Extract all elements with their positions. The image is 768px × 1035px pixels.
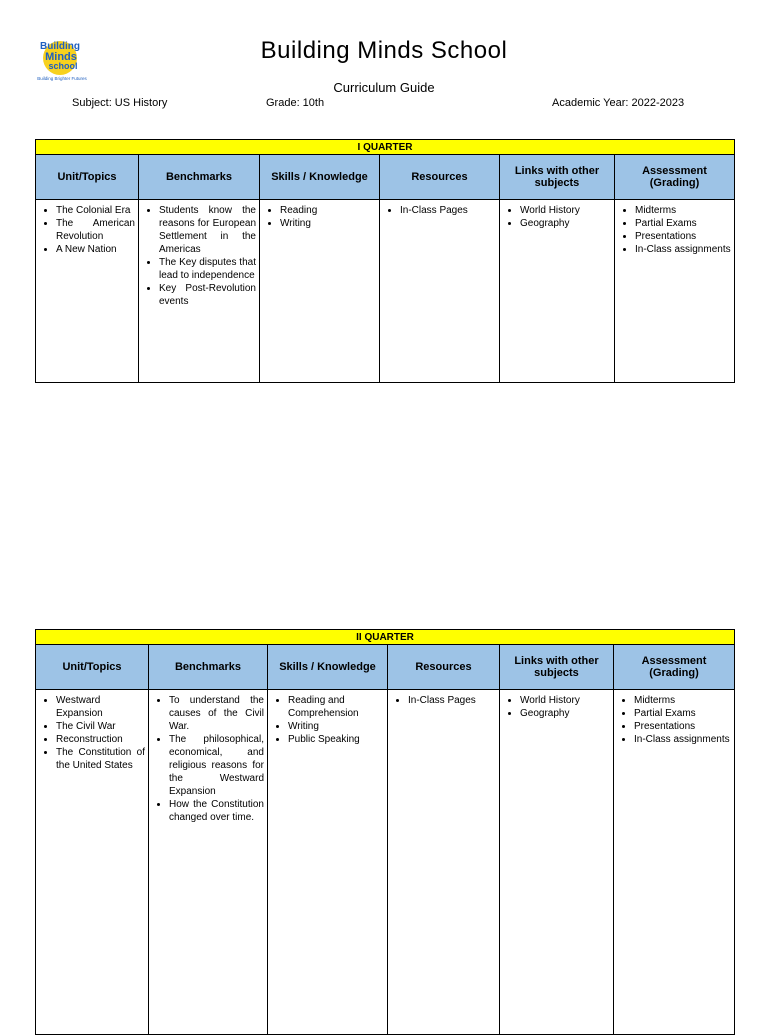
list-item: • Presentations: [634, 720, 731, 733]
list-item: • Reconstruction: [56, 733, 145, 746]
column-header-topics: Unit/Topics: [36, 155, 139, 200]
column-header-links: Links with other subjects: [500, 155, 615, 200]
document-title: Curriculum Guide: [333, 80, 435, 95]
skills-cell: [268, 690, 388, 1035]
assessment-cell: [614, 690, 735, 1035]
list-item: • Geography: [520, 707, 610, 720]
list-item: • Reading: [280, 204, 376, 217]
list-item: • Midterms: [635, 204, 731, 217]
column-header-topics: Unit/Topics: [36, 645, 149, 690]
svg-text:school: school: [48, 61, 78, 71]
list-item: • The American Revolution: [56, 217, 135, 243]
list-item: • Writing: [280, 217, 376, 230]
list-item: • How the Constitution changed over time.: [169, 798, 264, 824]
svg-text:Building Brighter Futures: Building Brighter Futures: [37, 76, 87, 81]
resources-cell: [388, 690, 500, 1035]
list-item: • A New Nation: [56, 243, 135, 256]
column-header-assessment: Assessment (Grading): [615, 155, 735, 200]
column-header-resources: Resources: [388, 645, 500, 690]
column-header-benchmarks: Benchmarks: [139, 155, 260, 200]
list-item: • To understand the causes of the Civil War.: [169, 694, 264, 733]
quarter-1-table: [35, 139, 735, 383]
list-item: • The Civil War: [56, 720, 145, 733]
list-item: • In-Class Pages: [400, 204, 496, 217]
column-header-assessment: Assessment (Grading): [614, 645, 735, 690]
list-item: • Presentations: [635, 230, 731, 243]
assessment-cell: [615, 200, 735, 383]
academic-year-label: Academic Year: 2022-2023: [552, 97, 685, 109]
list-item: • Reading and Comprehension: [288, 694, 384, 720]
list-item: • Students know the reasons for European Settlement in the Americas: [159, 204, 256, 256]
list-item: • In-Class assignments: [634, 733, 731, 746]
list-item: • Key Post-Revolution events: [159, 282, 256, 308]
list-item: • Writing: [288, 720, 384, 733]
resources-cell: [380, 200, 500, 383]
column-header-benchmarks: Benchmarks: [149, 645, 268, 690]
topics-cell: [36, 690, 149, 1035]
svg-text:Building: Building: [40, 41, 80, 52]
list-item: • The Key disputes that lead to independence: [159, 256, 256, 282]
list-item: • The philosophical, economical, and religious reasons for the Westward Expansion: [169, 733, 264, 798]
benchmarks-cell: [139, 200, 260, 383]
topics-cell: [36, 200, 139, 383]
list-item: • World History: [520, 204, 611, 217]
column-header-skills: Skills / Knowledge: [268, 645, 388, 690]
list-item: • Midterms: [634, 694, 731, 707]
list-item: • Partial Exams: [635, 217, 731, 230]
subject-label: Subject: US History: [72, 97, 168, 109]
quarter-2-table: [35, 629, 735, 1035]
list-item: • The Constitution of the United States: [56, 746, 145, 772]
benchmarks-cell: [149, 690, 268, 1035]
skills-cell: [260, 200, 380, 383]
links-cell: [500, 200, 615, 383]
school-name: Building Minds School: [260, 37, 508, 64]
column-header-links: Links with other subjects: [500, 645, 614, 690]
list-item: • In-Class assignments: [635, 243, 731, 256]
svg-text:Minds: Minds: [45, 51, 77, 63]
grade-label: Grade: 10th: [266, 97, 325, 109]
links-cell: [500, 690, 614, 1035]
list-item: • Partial Exams: [634, 707, 731, 720]
list-item: • Westward Expansion: [56, 694, 145, 720]
list-item: • Geography: [520, 217, 611, 230]
column-header-skills: Skills / Knowledge: [260, 155, 380, 200]
list-item: • World History: [520, 694, 610, 707]
list-item: • Public Speaking: [288, 733, 384, 746]
list-item: • In-Class Pages: [408, 694, 496, 707]
column-header-resources: Resources: [380, 155, 500, 200]
quarter-2-label: II QUARTER: [36, 630, 735, 645]
quarter-1-label: I QUARTER: [36, 140, 735, 155]
list-item: • The Colonial Era: [56, 204, 135, 217]
